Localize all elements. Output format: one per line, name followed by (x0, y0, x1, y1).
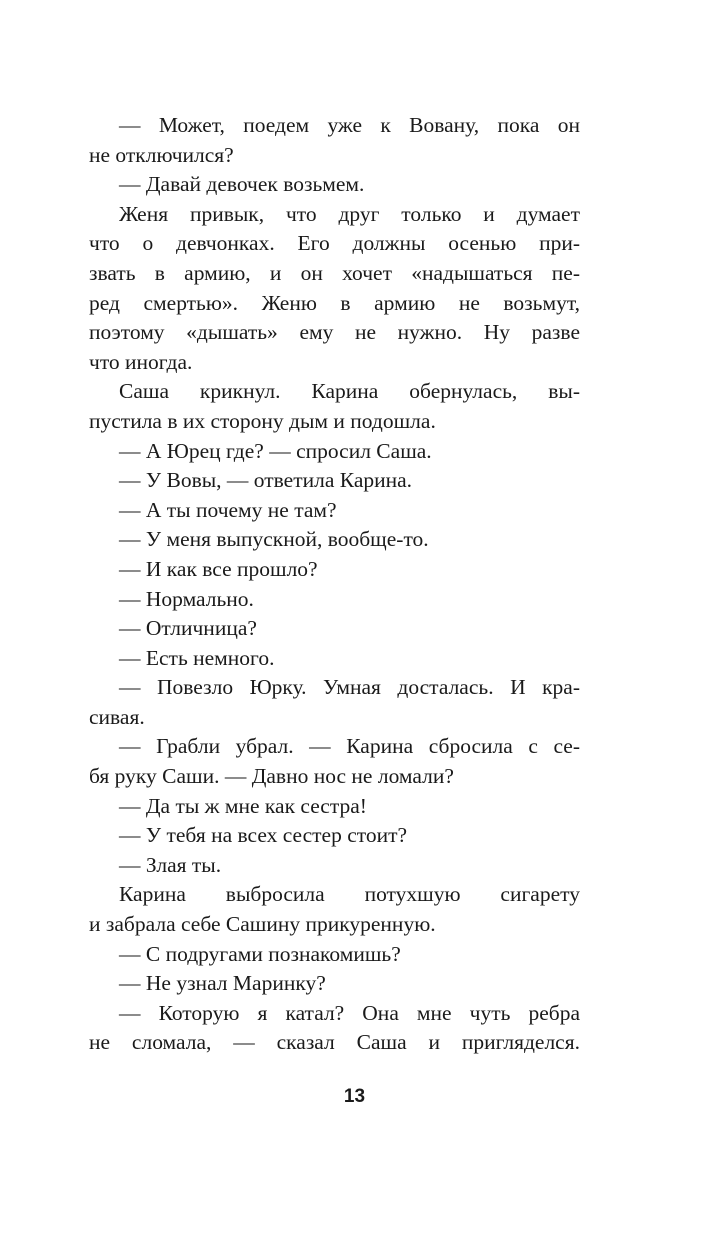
text-line: — Нормально. (119, 586, 254, 611)
text-line: — А ты почему не там? (119, 497, 337, 522)
text-line: — У меня выпускной, вообще-то. (119, 527, 429, 552)
page-number: 13 (343, 1086, 366, 1107)
text-line: что о девчонках. Его должны осенью при- (89, 231, 580, 256)
text-line: Женя привык, что друг только и думает (119, 201, 580, 226)
text-line: не отключился? (89, 142, 234, 167)
text-line: Карина выбросила потухшую сигарету (119, 882, 580, 907)
text-line: — Давай девочек возьмем. (119, 172, 365, 197)
text-line: — Которую я катал? Она мне чуть ребра (119, 1000, 580, 1025)
text-line: поэтому «дышать» ему не нужно. Ну разве (89, 320, 580, 345)
text-line: — С подругами познакомишь? (119, 941, 401, 966)
text-line: — Может, поедем уже к Вовану, пока он (119, 113, 580, 137)
book-page-text (89, 111, 580, 1058)
text-line: — У Вовы, — ответила Карина. (119, 468, 413, 493)
text-line: — Злая ты. (119, 852, 222, 877)
text-line: — Грабли убрал. — Карина сбросила с се- (119, 734, 580, 759)
text-line: — Отличница? (119, 616, 257, 641)
text-line: что иногда. (89, 349, 193, 374)
text-line: не сломала, — сказал Саша и пригляделся. (89, 1030, 580, 1055)
text-line: и забрала себе Сашину прикуренную. (89, 912, 436, 937)
text-line: — Да ты ж мне как сестра! (119, 793, 367, 818)
text-line: Саша крикнул. Карина обернулась, вы- (119, 379, 580, 404)
text-line: — У тебя на всех сестер стоит? (119, 823, 408, 848)
text-line: пустила в их сторону дым и подошла. (89, 408, 436, 433)
text-line: — Не узнал Маринку? (119, 971, 326, 996)
text-line: ред смертью». Женю в армию не возьмут, (89, 290, 580, 315)
text-line: — Есть немного. (119, 645, 275, 670)
text-line: — Повезло Юрку. Умная досталась. И кра- (119, 675, 580, 700)
text-line: — А Юрец где? — спросил Саша. (119, 438, 432, 463)
text-line: сивая. (89, 704, 145, 729)
text-line: звать в армию, и он хочет «надышаться пе- (89, 260, 580, 285)
text-line: — И как все прошло? (119, 556, 318, 581)
text-line: бя руку Саши. — Давно нос не ломали? (89, 764, 454, 789)
